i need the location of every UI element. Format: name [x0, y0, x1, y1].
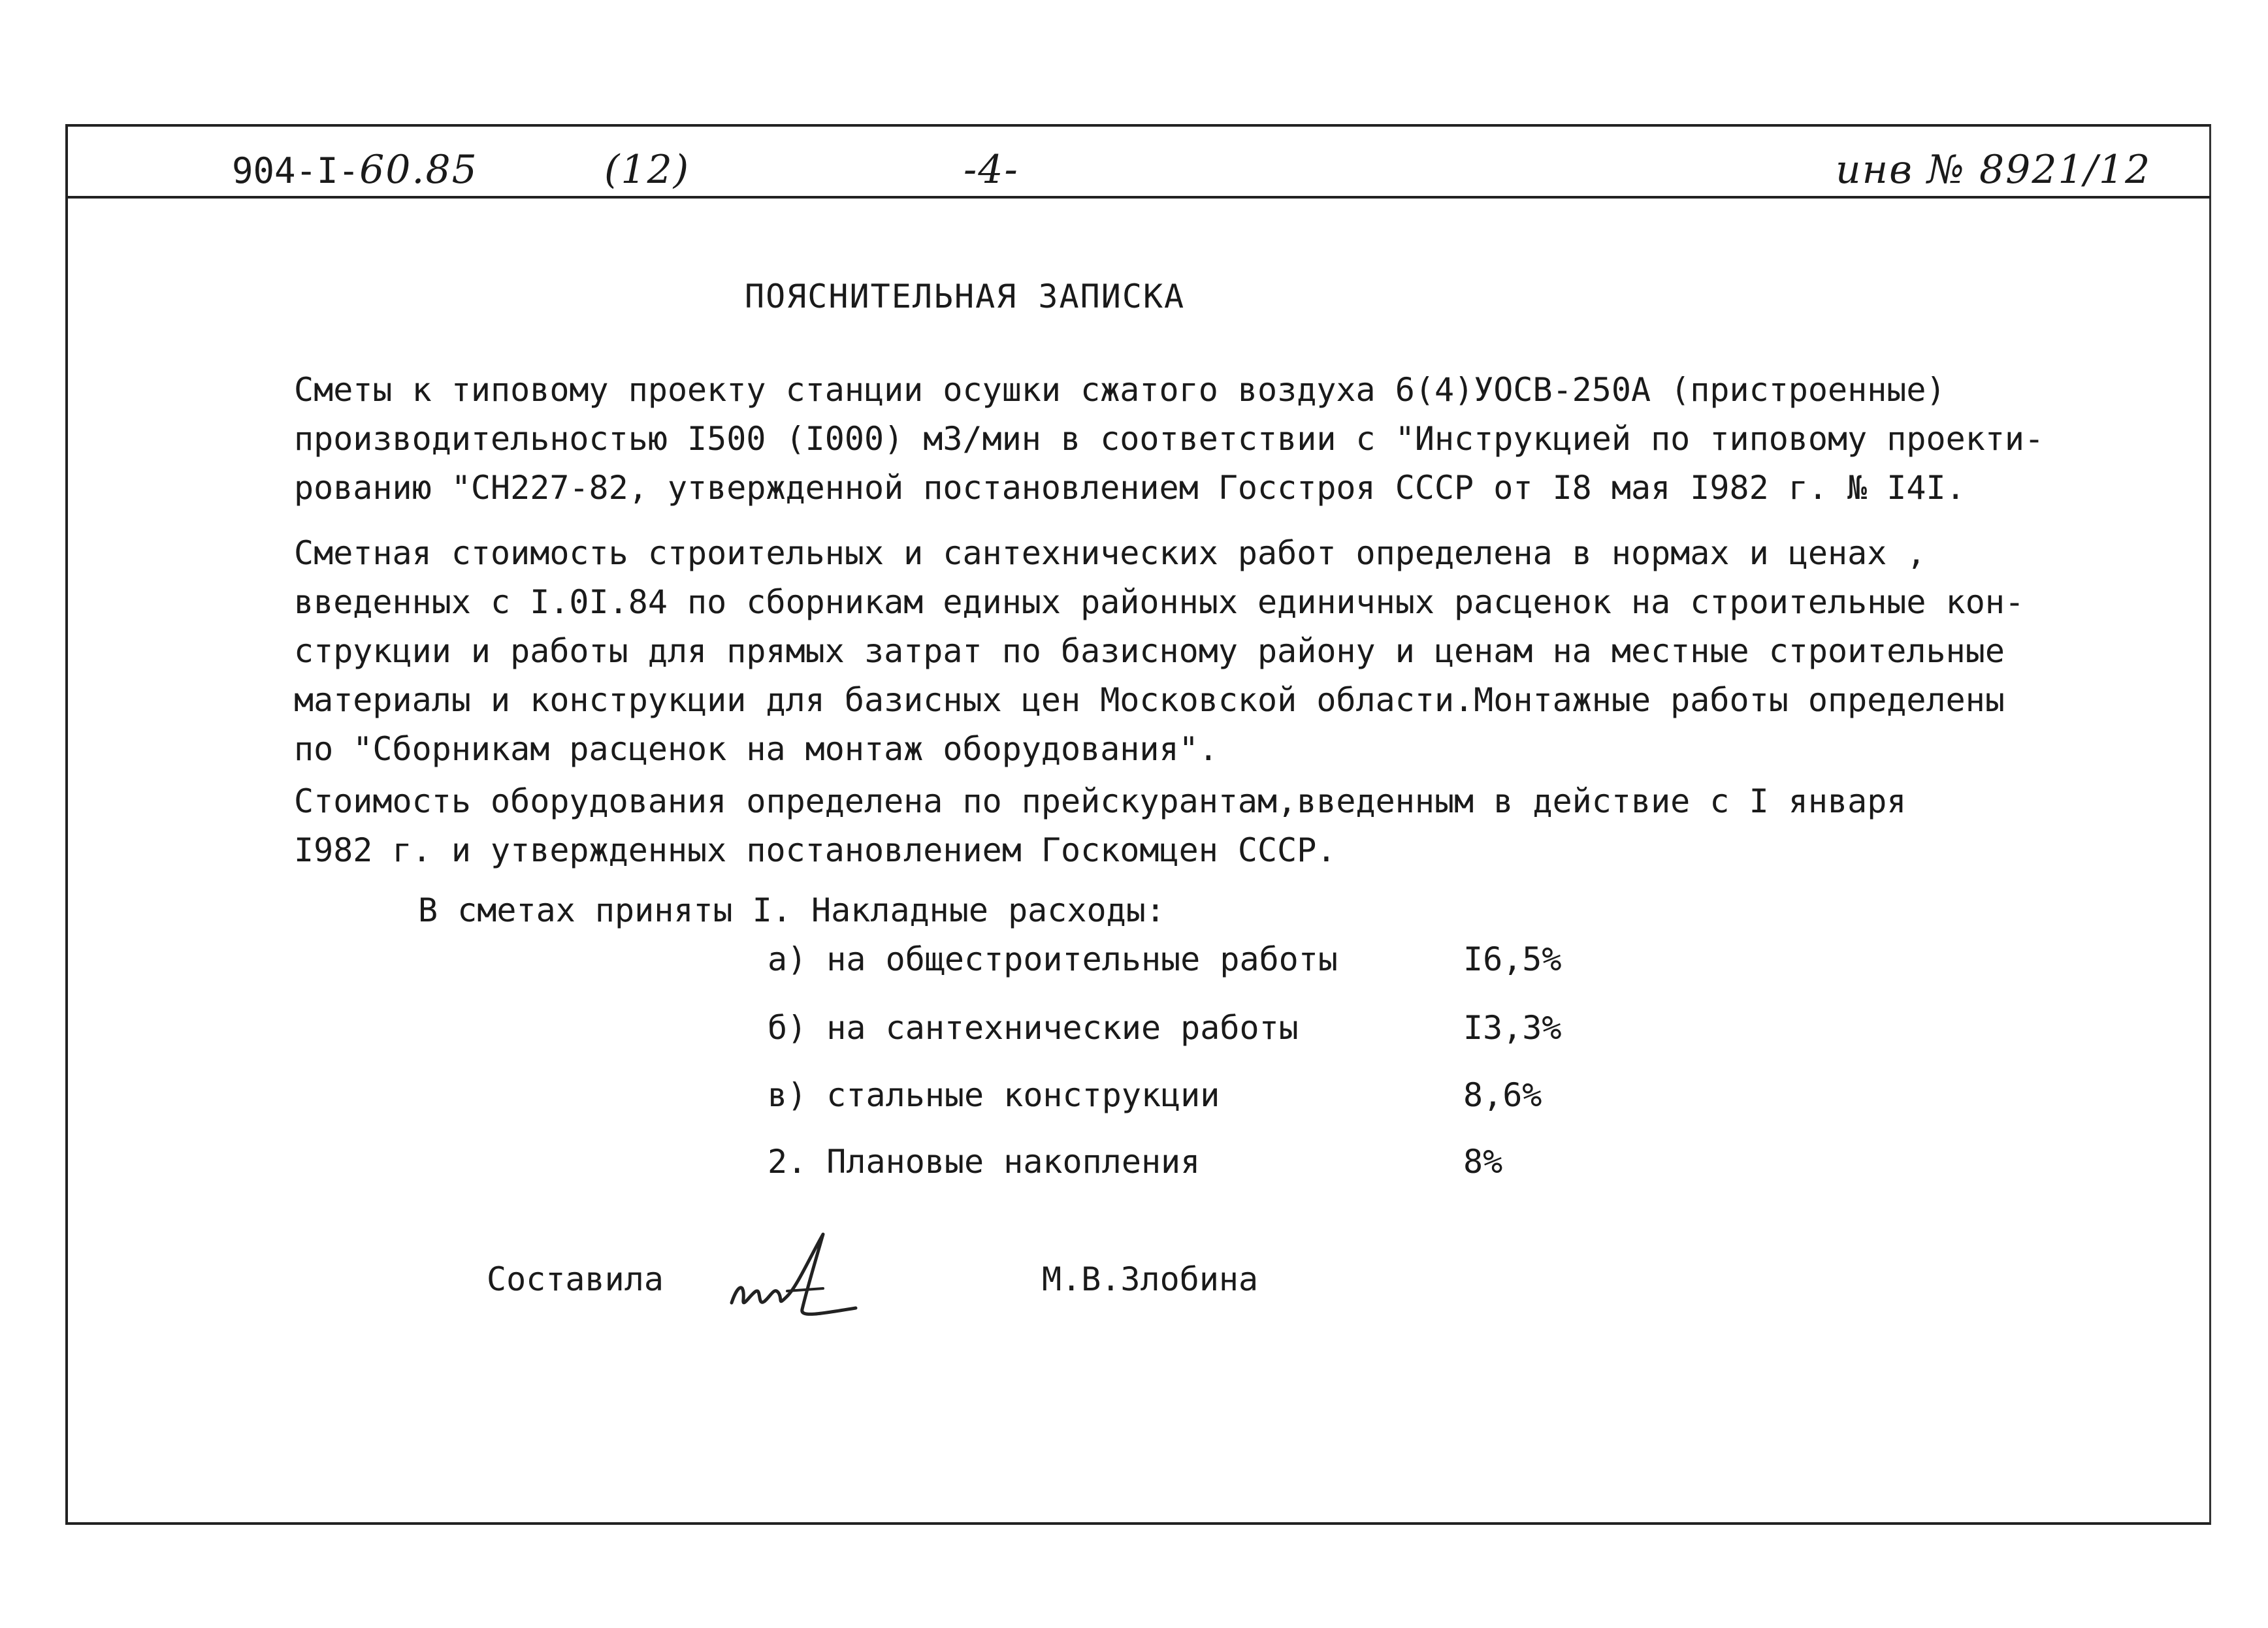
signature-label: Составила: [487, 1260, 664, 1298]
list-intro: В сметах приняты I. Накладные расходы:: [418, 891, 1165, 929]
list-item-label: б) на сантехнические работы: [768, 1009, 1299, 1047]
list-item-value: 8%: [1463, 1143, 1503, 1181]
list-item-value: I6,5%: [1463, 940, 1562, 978]
header-divider: [68, 196, 2211, 199]
document-code: [232, 144, 478, 196]
signatory-name: М.В.Злобина: [1042, 1260, 1259, 1298]
paragraph-1: [294, 366, 2188, 513]
paragraph-line: Сметная стоимость строительных и сантехнических работ определена в нормах и ценах ,: [294, 534, 1926, 572]
paragraph-line: I982 г. и утвержденных постановлением Госкомцен СССР.: [294, 831, 1336, 869]
paragraph-line: введенных с I.0I.84 по сборникам единых районных единичных расценок на строительные кон-: [294, 583, 2025, 621]
document-code-handwritten: 60.85: [359, 147, 478, 193]
document-title: ПОЯСНИТЕЛЬНАЯ ЗАПИСКА: [745, 278, 1186, 315]
paragraph-line: Сметы к типовому проекту станции осушки сжатого воздуха 6(4)УОСВ-250А (пристроенные): [294, 371, 1946, 409]
paragraph-line: рованию "СН227-82, утвержденной постановлением Госстроя СССР от I8 мая I982 г. № I4I.: [294, 469, 1966, 507]
paragraph-line: производительностью I500 (I000) м3/мин в соответствии с "Инструкцией по типовому проекти-: [294, 420, 2045, 458]
inventory-number: инв № 8921/12: [1836, 147, 2152, 193]
list-item-value: 8,6%: [1463, 1076, 1542, 1114]
paragraph-line: Стоимость оборудования определена по прейскурантам,введенным в действие с I января: [294, 782, 1907, 820]
paragraph-2: [294, 529, 2188, 774]
list-item-label: 2. Плановые накопления: [768, 1143, 1201, 1181]
sheet-number: (12): [604, 147, 690, 193]
paragraph-line: по "Сборникам расценок на монтаж оборудования".: [294, 730, 1218, 768]
list-item-value: I3,3%: [1463, 1009, 1562, 1047]
list-item-label: в) стальные конструкции: [768, 1076, 1220, 1114]
paragraph-line: струкции и работы для прямых затрат по базисному району и ценам на местные строительные: [294, 632, 2005, 670]
handwritten-signature: [725, 1231, 882, 1329]
document-code-printed: 904-I-: [232, 150, 360, 191]
paragraph-3: [294, 777, 2188, 875]
paragraph-line: материалы и конструкции для базисных цен Московской области.Монтажные работы определены: [294, 681, 2005, 719]
page-number: -4-: [964, 147, 1019, 193]
list-item-label: а) на общестроительные работы: [768, 940, 1338, 978]
